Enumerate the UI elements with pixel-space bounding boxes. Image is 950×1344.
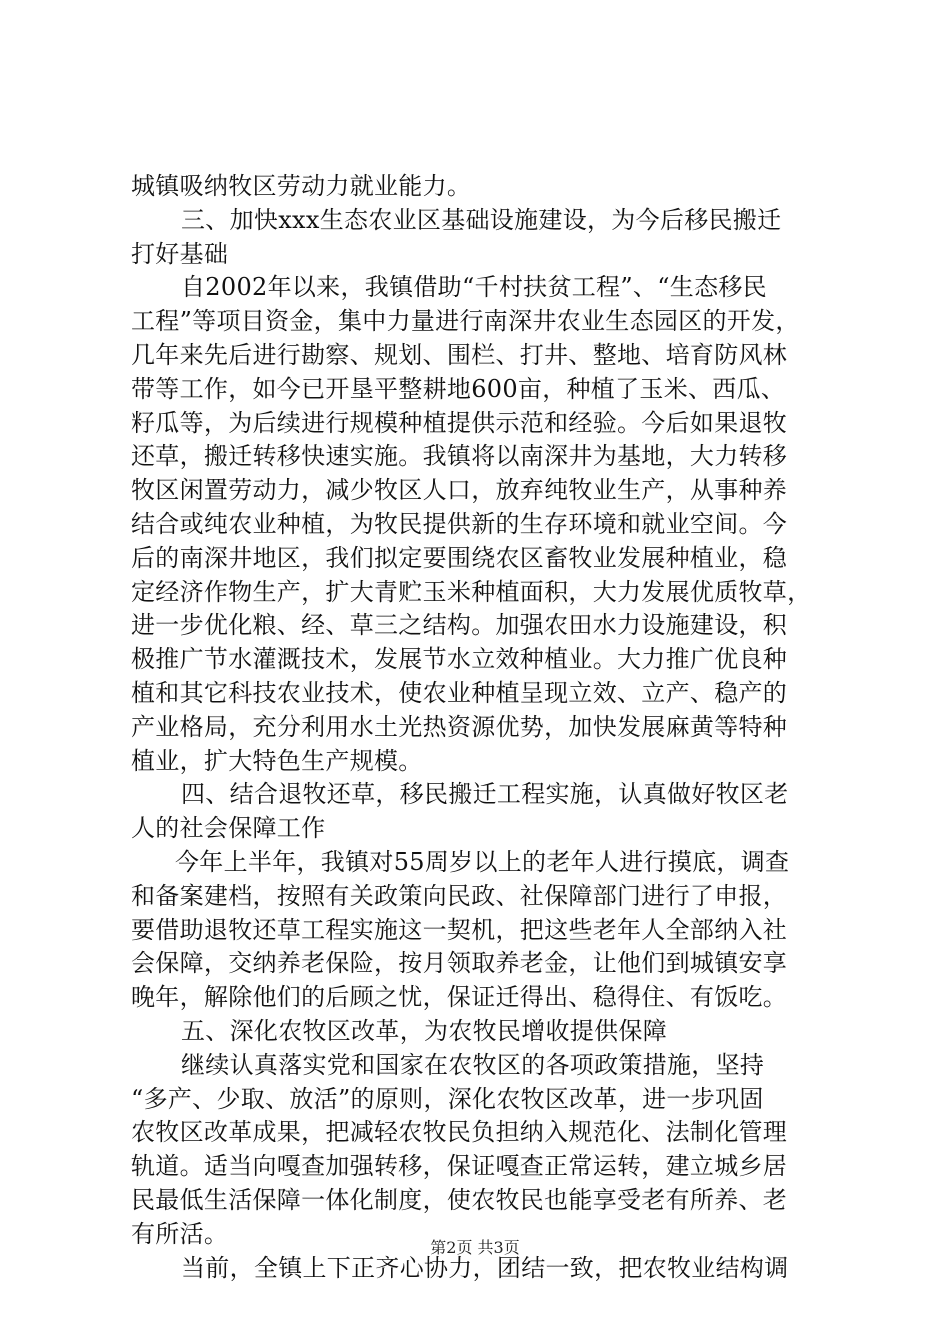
paragraph-line: 后的南深井地区，我们拟定要围绕农区畜牧业发展种植业，稳 (131, 543, 788, 572)
paragraph-line: 晚年，解除他们的后顾之忧，保证迁得出、稳得住、有饭吃。 (131, 983, 788, 1012)
section-heading-3: 三、加快xxx生态农业区基础设施建设，为今后移民搬迁 (181, 205, 782, 234)
paragraph-line: 还草，搬迁转移快速实施。我镇将以南深井为基地，大力转移 (131, 442, 788, 471)
paragraph-line: 进一步优化粮、经、草三之结构。加强农田水力设施建设，积 (131, 611, 788, 640)
section-heading-3-cont: 打好基础 (131, 239, 229, 268)
paragraph-line: 牧区闲置劳动力，减少牧区人口，放弃纯牧业生产，从事种养 (131, 476, 788, 505)
paragraph-line: 民最低生活保障一体化制度，使农牧民也能享受老有所养、老 (131, 1185, 788, 1214)
paragraph-line: 几年来先后进行勘察、规划、围栏、打井、整地、培育防风林 (131, 340, 788, 369)
paragraph-line: 自2002年以来，我镇借助“千村扶贫工程”、“生态移民 (181, 273, 767, 302)
section-heading-4-cont: 人的社会保障工作 (131, 814, 326, 843)
section-heading-5: 五、深化农牧区改革，为农牧民增收提供保障 (181, 1016, 667, 1045)
paragraph-line: 极推广节水灌溉技术，发展节水立效种植业。大力推广优良种 (131, 645, 788, 674)
paragraph-line: 带等工作，如今已开垦平整耕地600亩，种植了玉米、西瓜、 (131, 374, 786, 403)
paragraph-line: “多产、少取、放活”的原则，深化农牧区改革，进一步巩固 (131, 1084, 764, 1113)
paragraph-line: 植和其它科技农业技术，使农业种植呈现立效、立产、稳产的 (131, 678, 788, 707)
document-body (131, 170, 831, 1285)
paragraph-line: 继续认真落实党和国家在农牧区的各项政策措施，坚持 (181, 1050, 765, 1079)
paragraph-line: 要借助退牧还草工程实施这一契机，把这些老年人全部纳入社 (131, 915, 788, 944)
paragraph-line: 当前，全镇上下正齐心协力，团结一致，把农牧业结构调 (181, 1253, 789, 1282)
paragraph-line: 会保障，交纳养老保险，按月领取养老金，让他们到城镇安享 (131, 949, 788, 978)
paragraph-line: 产业格局，充分利用水土光热资源优势，加快发展麻黄等特种 (131, 712, 788, 741)
paragraph-line: 今年上半年，我镇对55周岁以上的老年人进行摸底，调查 (175, 847, 790, 876)
section-heading-4: 四、结合退牧还草，移民搬迁工程实施，认真做好牧区老 (181, 780, 789, 809)
page-number-footer: 第2页 共3页 (430, 1238, 520, 1257)
paragraph-line: 定经济作物生产，扩大青贮玉米种植面积，大力发展优质牧草， (131, 577, 812, 606)
paragraph-line: 植业，扩大特色生产规模。 (131, 746, 423, 775)
paragraph-line: 工程”等项目资金，集中力量进行南深井农业生态园区的开发， (131, 307, 800, 336)
paragraph-line: 农牧区改革成果，把减轻农牧民负担纳入规范化、法制化管理 (131, 1118, 788, 1147)
paragraph-line: 结合或纯农业种植，为牧民提供新的生存环境和就业空间。今 (131, 509, 788, 538)
paragraph-line: 籽瓜等，为后续进行规模种植提供示范和经验。今后如果退牧 (131, 408, 788, 437)
paragraph-line: 和备案建档，按照有关政策向民政、社保障部门进行了申报， (131, 881, 788, 910)
paragraph-line: 有所活。 (131, 1219, 229, 1248)
paragraph-line: 城镇吸纳牧区劳动力就业能力。 (131, 172, 472, 200)
paragraph-line: 轨道。适当向嘎查加强转移，保证嘎查正常运转，建立城乡居 (131, 1152, 788, 1181)
